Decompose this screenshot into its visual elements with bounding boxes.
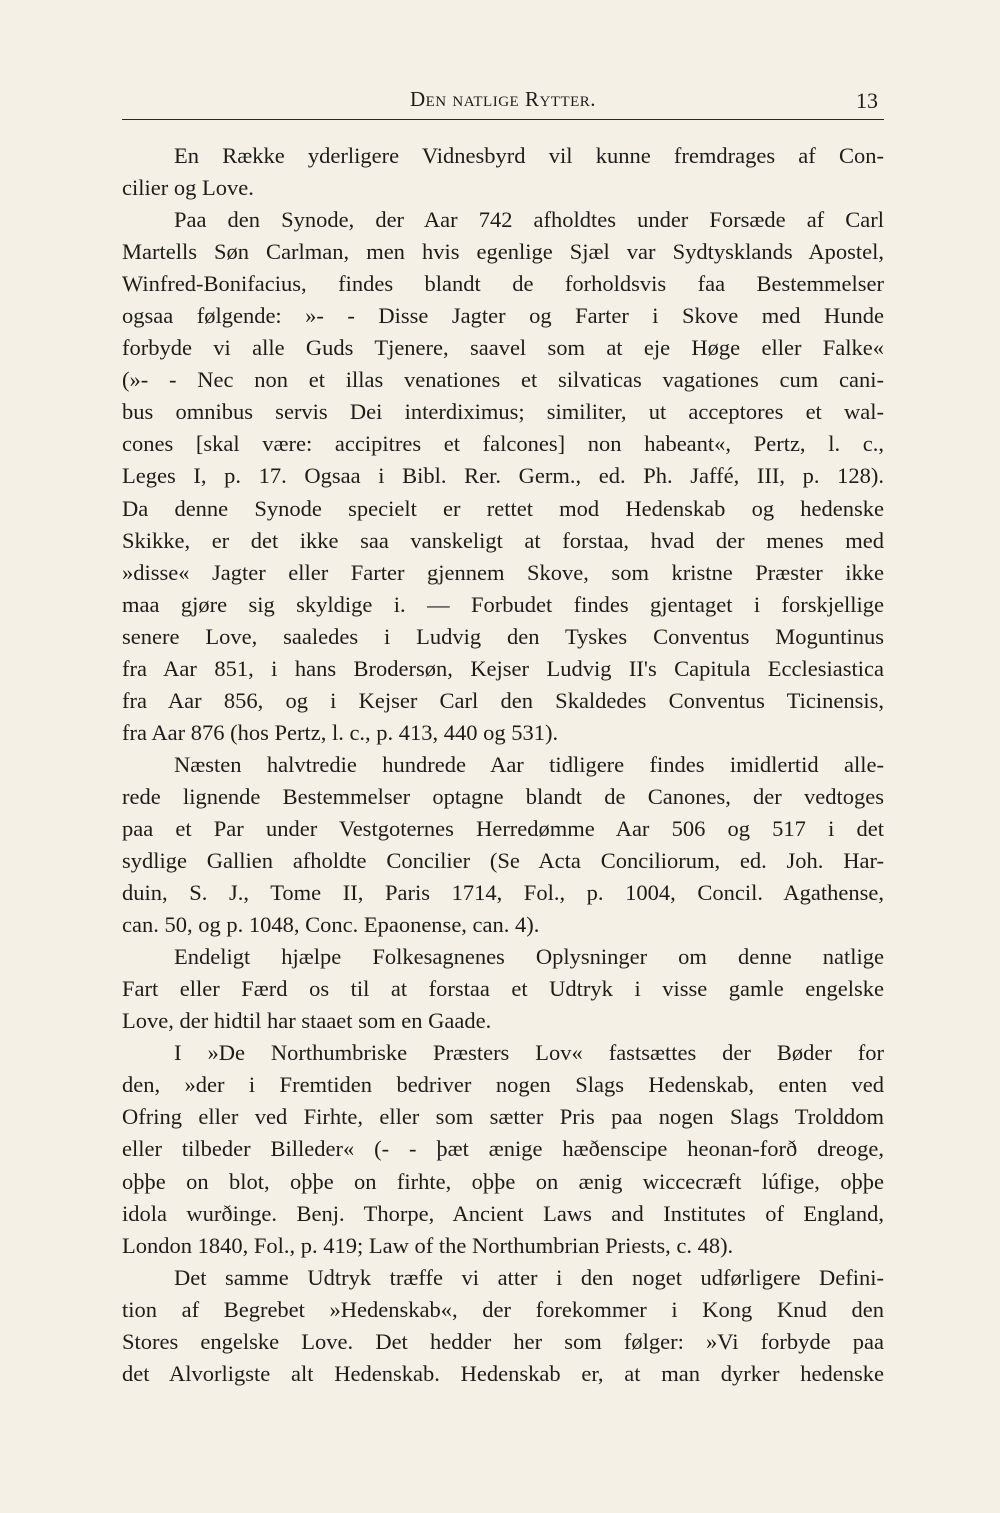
text-line: Næsten halvtredie hundrede Aar tidligere findes imidlertid alle- (174, 751, 884, 777)
text-line: (»- - Nec non et illas venationes et silvaticas vagationes cum cani- (122, 367, 884, 393)
text-line: den, »der i Fremtiden bedriver nogen Slags Hedenskab, enten ved (122, 1072, 884, 1098)
text-line: can. 50, og p. 1048, Conc. Epaonense, can. 4). (122, 912, 540, 938)
text-line: tion af Begrebet »Hedenskab«, der forekommer i Kong Knud den (122, 1296, 884, 1322)
page-number: 13 (856, 88, 878, 113)
text-line: fra Aar 876 (hos Pertz, l. c., p. 413, 440 og 531). (122, 719, 559, 745)
text-line: rede lignende Bestemmelser optagne blandt de Canones, der vedtoges (122, 783, 884, 809)
text-line: Winfred-Bonifacius, findes blandt de forholdsvis faa Bestemmelser (122, 271, 884, 297)
text-line: ogsaa følgende: »- - Disse Jagter og Farter i Skove med Hunde (122, 303, 884, 329)
text-line: Ofring eller ved Firhte, eller som sætter Pris paa nogen Slags Trolddom (122, 1104, 884, 1130)
text-line: Martells Søn Carlman, men hvis egenlige Sjæl var Sydtysklands Apostel, (122, 239, 884, 265)
text-line: Da denne Synode specielt er rettet mod Hedenskab og hedenske (122, 495, 884, 521)
text-line: fra Aar 851, i hans Brodersøn, Kejser Ludvig II's Capitula Ecclesiastica (122, 655, 884, 681)
text-line: London 1840, Fol., p. 419; Law of the Northumbrian Priests, c. 48). (122, 1232, 734, 1258)
text-line: Leges I, p. 17. Ogsaa i Bibl. Rer. Germ., ed. Ph. Jaffé, III, p. 128). (122, 463, 884, 489)
text-line: Love, der hidtil har staaet som en Gaade. (122, 1008, 492, 1034)
text-line: sydlige Gallien afholdte Concilier (Se Acta Conciliorum, ed. Joh. Har- (122, 848, 884, 874)
text-line: Skikke, er det ikke saa vanskeligt at forstaa, hvad der menes med (122, 527, 884, 553)
text-line: Endeligt hjælpe Folkesagnenes Oplysninger om denne natlige (174, 944, 884, 970)
text-line: paa et Par under Vestgoternes Herredømme Aar 506 og 517 i det (122, 815, 884, 841)
text-line: forbyde vi alle Guds Tjenere, saavel som at eje Høge eller Falke« (122, 335, 884, 361)
running-head (122, 87, 884, 120)
text-line: Det samme Udtryk træffe vi atter i den noget udførligere Defini- (174, 1264, 884, 1290)
text-line: senere Love, saaledes i Ludvig den Tyskes Conventus Moguntinus (122, 623, 884, 649)
text-line: det Alvorligste alt Hedenskab. Hedenskab er, at man dyrker hedenske (122, 1360, 884, 1386)
text-line: Paa den Synode, der Aar 742 afholdtes under Forsæde af Carl (174, 207, 884, 233)
text-line: eller tilbeder Billeder« (- - þæt ænige hæðenscipe heonan-forð dreoge, (122, 1136, 884, 1162)
text-line: cilier og Love. (122, 175, 254, 201)
text-line: bus omnibus servis Dei interdiximus; similiter, ut acceptores et wal- (122, 399, 884, 425)
text-line: idola wurðinge. Benj. Thorpe, Ancient Laws and Institutes of England, (122, 1200, 884, 1226)
running-title: Den natlige Rytter. (409, 87, 597, 111)
text-line: Fart eller Færd os til at forstaa et Udtryk i visse gamle engelske (122, 976, 884, 1002)
text-line: Stores engelske Love. Det hedder her som følger: »Vi forbyde paa (122, 1328, 884, 1354)
text-line: oþþe on blot, oþþe on firhte, oþþe on ænig wiccecræft lúfige, oþþe (122, 1168, 884, 1194)
text-line: »disse« Jagter eller Farter gjennem Skove, som kristne Præster ikke (122, 559, 884, 585)
text-line: duin, S. J., Tome II, Paris 1714, Fol., p. 1004, Concil. Agathense, (122, 880, 884, 906)
text-line: maa gjøre sig skyldige i. — Forbudet findes gjentaget i forskjellige (122, 591, 884, 617)
body-text (122, 140, 884, 1390)
text-line: I »De Northumbriske Præsters Lov« fastsættes der Bøder for (174, 1040, 884, 1066)
text-line: En Række yderligere Vidnesbyrd vil kunne fremdrages af Con- (174, 143, 884, 168)
text-line: cones [skal være: accipitres et falcones] non habeant«, Pertz, l. c., (122, 431, 884, 457)
text-line: fra Aar 856, og i Kejser Carl den Skaldedes Conventus Ticinensis, (122, 687, 884, 713)
